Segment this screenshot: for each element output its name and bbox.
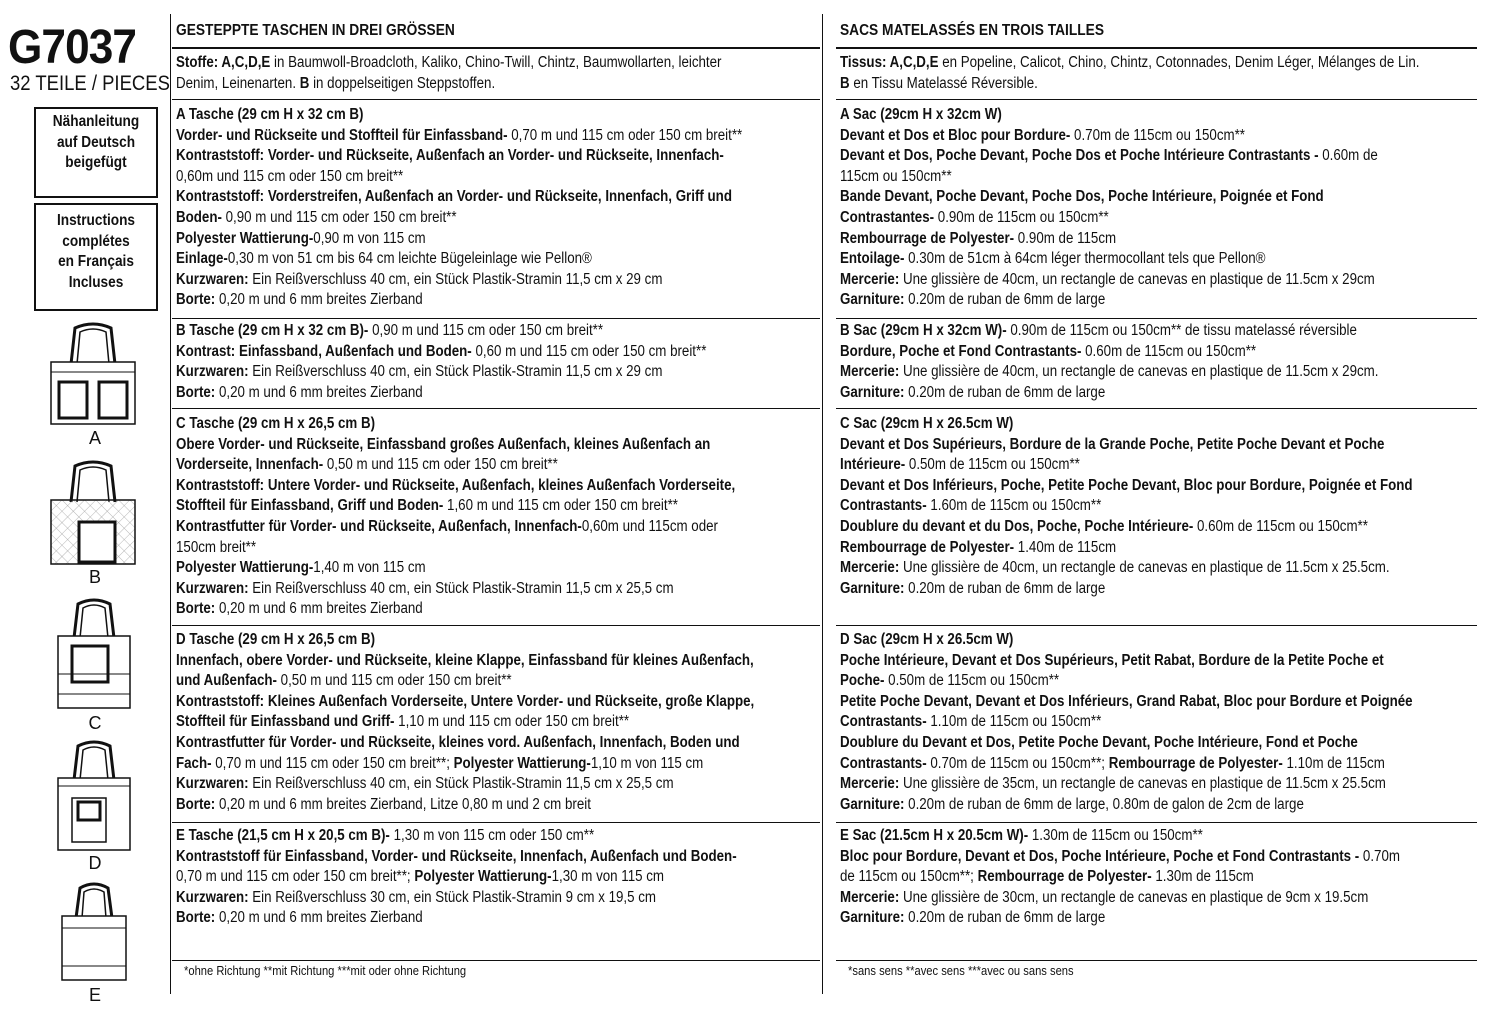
text-line <box>176 362 706 383</box>
bold-run: Rembourrage de Polyester- <box>1108 754 1283 772</box>
bold-run: Bande Devant, Poche Devant, Poche Dos, Poche Intérieure, Poignée et Fond <box>840 188 1324 206</box>
bold-run: Polyester Wattierung- <box>176 559 314 577</box>
text-line <box>840 908 1400 929</box>
bold-run: Borte: <box>176 383 216 401</box>
bold-run: Intérieure- <box>840 456 906 474</box>
text-line <box>176 249 742 270</box>
text-line <box>840 579 1413 600</box>
bag-label: B <box>88 567 101 587</box>
text-line <box>176 558 735 579</box>
bold-run: Rembourrage de Polyester- <box>840 538 1015 556</box>
divider <box>836 960 1477 961</box>
bold-run: Contrastantes- <box>840 208 935 226</box>
text-run: 0.90m de 115cm ou 150cm** <box>934 208 1109 226</box>
text-line <box>840 167 1378 188</box>
bold-run: Bordure, Poche et Fond Contrastants- <box>840 342 1082 360</box>
text-line <box>176 826 737 847</box>
text-run: 150cm breit** <box>176 538 257 556</box>
bold-run: Garniture: <box>840 579 905 597</box>
french-instructions-box <box>34 203 158 311</box>
text-line <box>840 383 1378 404</box>
text-run: Ein Reißverschluss 40 cm, ein Stück Plastik-Stramin 11,5 cm x 25,5 cm <box>248 775 674 793</box>
bold-run: Innenfach, obere Vorder- und Rückseite, kleine Klappe, Einfassband für kleines Außenfach, <box>176 651 754 669</box>
german-view-b <box>176 321 793 403</box>
text-line <box>176 270 742 291</box>
text-line <box>840 538 1413 559</box>
text-run: 0,50 m und 115 cm oder 150 cm breit** <box>323 456 558 474</box>
bold-run: Polyester Wattierung- <box>453 754 591 772</box>
text-run: 0,50 m und 115 cm oder 150 cm breit** <box>276 672 512 690</box>
text-run: 0,60 m und 115 cm oder 150 cm breit** <box>471 342 707 360</box>
text-line <box>176 208 742 229</box>
bold-run: Stoffteil für Einfassband und Griff- <box>176 713 395 731</box>
bold-run: Contrastants- <box>840 754 927 772</box>
text-run: in doppelseitigen Steppstoffen. <box>309 74 496 92</box>
german-box-line: beigefügt <box>65 154 127 171</box>
bold-run: Contrastants- <box>840 713 927 731</box>
text-run: 0.90m de 115cm <box>1014 229 1117 247</box>
bold-run: Garniture: <box>840 383 905 401</box>
bold-run: Borte: <box>176 909 216 927</box>
bold-run: Kurzwaren: <box>176 775 249 793</box>
text-run: 1,60 m und 115 cm oder 150 cm breit** <box>443 497 678 515</box>
text-line <box>840 290 1378 311</box>
text-line <box>840 774 1413 795</box>
divider <box>172 408 820 409</box>
text-line <box>840 558 1413 579</box>
bold-run: Kurzwaren: <box>176 270 249 288</box>
bag-e-illustration <box>58 882 130 982</box>
text-run: 0.50m de 115cm ou 150cm** <box>884 672 1060 690</box>
bold-run: Kontrastfutter für Vorder- und Rückseite, Außenfach, Innenfach- <box>176 517 582 535</box>
bold-run: Kurzwaren: <box>176 363 249 381</box>
french-box-line: en Français <box>58 253 134 270</box>
text-line <box>840 146 1378 167</box>
text-run: in Baumwoll-Broadcloth, Kaliko, Chino-Twill, Chintz, Baumwollarten, leichter <box>270 54 722 71</box>
bold-run: Mercerie: <box>840 270 900 288</box>
french-footnote: *sans sens **avec sens ***avec ou sans sens <box>848 963 1074 978</box>
text-run: 0,20 m und 6 mm breites Zierband <box>215 600 423 618</box>
text-line <box>840 671 1413 692</box>
french-box-line: Instructions <box>56 212 136 229</box>
text-run: 0,90 m von 115 cm <box>313 229 426 247</box>
bold-run: Rembourrage de Polyester- <box>840 229 1015 247</box>
text-line <box>840 435 1413 456</box>
bold-run: Garniture: <box>840 909 905 927</box>
french-view-c <box>840 414 1500 599</box>
bold-run: Doublure du devant et du Dos, Poche, Poche Intérieure- <box>840 517 1194 535</box>
bold-run: Vorder- und Rückseite und Stoffteil für Einfassband- <box>176 126 508 144</box>
divider <box>172 960 820 961</box>
bold-run: A Tasche (29 cm H x 32 cm B) <box>176 106 364 123</box>
bold-run: Stoffteil für Einfassband, Griff und Boden- <box>176 497 444 515</box>
german-column <box>172 0 820 1024</box>
french-view-d <box>840 630 1500 815</box>
bold-run: Kontrastfutter für Vorder- und Rückseite, kleines vord. Außenfach, Innenfach, Boden und <box>176 733 740 751</box>
french-box-line: Incluses <box>68 273 124 291</box>
bag-label: E <box>88 985 101 1005</box>
bold-run: Kontraststoff: Kleines Außenfach Vorderseite, Untere Vorder- und Rückseite, große Klappe, <box>176 692 755 710</box>
bold-run: C Tasche (29 cm H x 26,5 cm B) <box>176 415 376 432</box>
text-line <box>840 651 1413 672</box>
text-line <box>176 712 754 733</box>
text-line <box>176 167 742 188</box>
divider <box>836 318 1477 319</box>
text-run: 0.20m de ruban de 6mm de large <box>904 579 1106 597</box>
text-line <box>840 74 1419 95</box>
divider <box>836 625 1477 626</box>
text-run: 1.10m de 115cm <box>1282 754 1385 772</box>
text-run: 1,40 m von 115 cm <box>313 559 426 577</box>
text-run: 0.30m de 51cm à 64cm léger thermocollant tels que Pellon® <box>904 250 1266 268</box>
bold-run: B Sac (29cm H x 32cm W)- <box>840 322 1007 339</box>
text-run: 115cm ou 150cm** <box>840 167 952 185</box>
text-run: 0.70m <box>1359 847 1400 865</box>
divider <box>836 822 1477 823</box>
text-run: 1,10 m von 115 cm <box>590 754 704 772</box>
bold-run: D Tasche (29 cm H x 26,5 cm B) <box>176 631 376 648</box>
text-run: 0,90 m und 115 cm oder 150 cm breit** <box>368 322 604 339</box>
bold-run: Kurzwaren: <box>176 888 249 906</box>
text-run: de 115cm ou 150cm**; <box>840 868 978 886</box>
text-line <box>840 795 1413 816</box>
bold-run: Boden- <box>176 208 222 226</box>
text-line <box>840 496 1413 517</box>
text-line <box>840 362 1378 383</box>
bold-run: Vorderseite, Innenfach- <box>176 456 324 474</box>
bag-d-illustration <box>52 740 136 852</box>
bold-run: Entoilage- <box>840 250 905 268</box>
text-run: Ein Reißverschluss 40 cm, ein Stück Plastik-Stramin 11,5 cm x 29 cm <box>248 270 663 288</box>
text-run: 0,20 m und 6 mm breites Zierband <box>215 383 423 401</box>
bold-run: Kontraststoff für Einfassband, Vorder- und Rückseite, Innenfach, Außenfach und Boden- <box>176 847 737 865</box>
bold-run: Devant et Dos Supérieurs, Bordure de la Grande Poche, Petite Poche Devant et Poche <box>840 435 1385 453</box>
bold-run: Devant et Dos et Bloc pour Bordure- <box>840 126 1071 144</box>
text-line <box>840 229 1378 250</box>
text-run: 0.60m de 115cm ou 150cm** <box>1081 342 1257 360</box>
text-run: 0.20m de ruban de 6mm de large <box>904 383 1106 401</box>
bold-run: Kontraststoff: Untere Vorder- und Rückseite, Außenfach, kleines Außenfach Vorderseite, <box>176 476 736 494</box>
text-run: 0,20 m und 6 mm breites Zierband <box>215 909 423 927</box>
bold-run: Garniture: <box>840 795 905 813</box>
bold-run: Bloc pour Bordure, Devant et Dos, Poche Intérieure, Poche et Fond Contrastants - <box>840 847 1360 865</box>
bold-run: D Sac (29cm H x 26.5cm W) <box>840 631 1014 648</box>
divider <box>836 47 1477 49</box>
french-column <box>836 0 1477 1024</box>
text-line <box>840 342 1378 363</box>
piece-count: 32 TEILE / PIECES <box>10 72 170 95</box>
text-line <box>840 826 1400 847</box>
bold-run: Fach- <box>176 754 212 772</box>
text-run: en Popeline, Calicot, Chino, Chintz, Cotonnades, Denim Léger, Mélanges de Lin. <box>938 54 1420 71</box>
text-line <box>176 496 735 517</box>
text-line <box>840 270 1378 291</box>
text-line <box>840 187 1378 208</box>
text-line <box>176 847 737 868</box>
bold-run: E Sac (21.5cm H x 20.5cm W)- <box>840 827 1029 844</box>
text-line <box>176 229 742 250</box>
text-line <box>840 53 1419 74</box>
text-run: 0.20m de ruban de 6mm de large <box>904 909 1106 927</box>
text-line <box>176 517 735 538</box>
german-view-d <box>176 630 848 815</box>
text-line <box>840 476 1413 497</box>
text-run: Une glissière de 30cm, un rectangle de canevas en plastique de 9cm x 19.5cm <box>899 888 1369 906</box>
bold-run: Borte: <box>176 291 216 309</box>
text-run: 1.10m de 115cm ou 150cm** <box>926 713 1102 731</box>
text-run: Une glissière de 40cm, un rectangle de canevas en plastique de 11.5cm x 25.5cm. <box>899 559 1390 577</box>
text-run: 1,10 m und 115 cm oder 150 cm breit** <box>394 713 630 731</box>
text-run: Ein Reißverschluss 40 cm, ein Stück Plastik-Stramin 11,5 cm x 25,5 cm <box>248 579 674 597</box>
text-run: Une glissière de 35cm, un rectangle de canevas en plastique de 11.5cm x 25.5cm <box>899 775 1386 793</box>
text-run: Ein Reißverschluss 40 cm, ein Stück Plastik-Stramin 11,5 cm x 29 cm <box>248 363 663 381</box>
text-run: 0,20 m und 6 mm breites Zierband, Litze 0,80 m und 2 cm breit <box>215 795 591 813</box>
text-line <box>176 146 742 167</box>
text-line <box>840 208 1378 229</box>
text-line <box>840 888 1400 909</box>
text-line <box>176 455 735 476</box>
text-run: 0,90 m und 115 cm oder 150 cm breit** <box>221 208 457 226</box>
text-line <box>176 888 737 909</box>
text-line <box>176 383 706 404</box>
divider <box>172 822 820 823</box>
text-line <box>176 671 754 692</box>
german-box-line: auf Deutsch <box>56 133 136 151</box>
text-run: 0.70m de 115cm ou 150cm** <box>1070 126 1245 144</box>
german-view-a <box>176 105 834 311</box>
bold-run: Rembourrage de Polyester- <box>977 868 1152 886</box>
column-divider <box>170 14 171 994</box>
text-line <box>176 538 735 559</box>
german-box-line: Nähanleitung <box>52 113 140 130</box>
bold-run: Garniture: <box>840 291 905 309</box>
text-run: 0,20 m und 6 mm breites Zierband <box>215 291 423 309</box>
bag-label: C <box>88 713 102 733</box>
text-run: Une glissière de 40cm, un rectangle de canevas en plastique de 11.5cm x 29cm <box>899 270 1375 288</box>
bold-run: Doublure du Devant et Dos, Petite Poche Devant, Poche Intérieure, Fond et Poche <box>840 733 1358 751</box>
german-fabrics <box>176 53 810 94</box>
bold-run: Kontraststoff: Vorder- und Rückseite, Außenfach an Vorder- und Rückseite, Innenfach- <box>176 147 724 165</box>
text-line <box>840 733 1413 754</box>
bold-run: Kontrast: Einfassband, Außenfach und Boden- <box>176 342 472 360</box>
text-line <box>176 321 706 342</box>
text-run: 1.30m de 115cm <box>1151 868 1254 886</box>
text-line <box>176 476 735 497</box>
text-line <box>176 342 706 363</box>
text-run: 0.60m de 115cm ou 150cm** <box>1193 517 1368 535</box>
text-run: Denim, Leinenarten. <box>176 74 300 92</box>
bag-label: D <box>88 853 102 873</box>
text-line <box>840 249 1378 270</box>
french-view-b <box>840 321 1466 403</box>
text-line <box>840 126 1378 147</box>
text-line <box>176 53 721 74</box>
text-line <box>176 290 742 311</box>
text-line <box>840 867 1400 888</box>
text-line <box>176 651 754 672</box>
text-run: 0,30 m von 51 cm bis 64 cm leichte Bügeleinlage wie Pellon® <box>227 250 592 268</box>
text-line <box>176 105 742 126</box>
text-line <box>840 847 1400 868</box>
german-view-c <box>176 414 826 620</box>
text-line <box>840 630 1413 651</box>
bold-run: Tissus: A,C,D,E <box>840 54 939 71</box>
text-run: Une glissière de 40cm, un rectangle de canevas en plastique de 11.5cm x 29cm. <box>899 363 1379 381</box>
bag-c-illustration <box>52 598 136 710</box>
german-instructions-box <box>34 107 158 198</box>
text-line <box>840 517 1413 538</box>
french-view-a <box>840 105 1465 311</box>
bold-run: Contrastants- <box>840 497 927 515</box>
french-fabrics <box>840 53 1500 94</box>
text-line <box>176 774 754 795</box>
text-line <box>840 754 1413 775</box>
text-run: 0,70 m und 115 cm oder 150 cm breit**; <box>176 868 415 886</box>
text-line <box>840 414 1413 435</box>
text-run: 0.90m de 115cm ou 150cm** de tissu matelassé réversible <box>1006 322 1357 339</box>
bag-label: A <box>88 428 101 448</box>
bag-b-illustration <box>45 460 141 566</box>
text-line <box>176 630 754 651</box>
divider <box>172 99 820 100</box>
left-panel <box>0 0 170 1024</box>
bag-a-illustration <box>45 322 141 426</box>
text-run: 1.60m de 115cm ou 150cm** <box>926 497 1102 515</box>
bold-run: Mercerie: <box>840 559 900 577</box>
text-run: 0.50m de 115cm ou 150cm** <box>905 456 1080 474</box>
bold-run: E Tasche (21,5 cm H x 20,5 cm B)- <box>176 827 390 844</box>
divider <box>172 47 820 49</box>
text-run: 1,30 m von 115 cm <box>551 868 664 886</box>
divider <box>836 99 1477 100</box>
text-line <box>840 455 1413 476</box>
bold-run: Stoffe: A,C,D,E <box>176 54 271 71</box>
bold-run: Mercerie: <box>840 888 900 906</box>
german-view-e <box>176 826 828 929</box>
bold-run: Kurzwaren: <box>176 579 249 597</box>
bold-run: Petite Poche Devant, Devant et Dos Inférieurs, Grand Rabat, Bloc pour Bordure et Poignée <box>840 692 1413 710</box>
bold-run: Poche Intérieure, Devant et Dos Supérieurs, Petit Rabat, Bordure de la Petite Poche et <box>840 651 1384 669</box>
text-line <box>176 754 754 775</box>
text-line <box>840 321 1378 342</box>
bold-run: Kontraststoff: Vorderstreifen, Außenfach an Vorder- und Rückseite, Innenfach, Griff und <box>176 188 732 206</box>
text-run: 0,60m und 115cm oder <box>581 517 718 535</box>
text-line <box>176 733 754 754</box>
french-header: SACS MATELASSÉS EN TROIS TAILLES <box>840 22 1105 39</box>
bold-run: C Sac (29cm H x 26.5cm W) <box>840 415 1014 432</box>
text-run: 0.70m de 115cm ou 150cm**; <box>926 754 1109 772</box>
text-line <box>840 692 1413 713</box>
bold-run: Polyester Wattierung- <box>414 868 552 886</box>
bold-run: Poche- <box>840 672 885 690</box>
text-run: 0,60m und 115 cm oder 150 cm breit** <box>176 167 404 185</box>
text-line <box>176 414 735 435</box>
bold-run: Mercerie: <box>840 363 900 381</box>
text-run: 0.60m de <box>1318 147 1378 165</box>
text-run: 0,70 m und 115 cm oder 150 cm breit**; <box>211 754 454 772</box>
text-line <box>176 187 742 208</box>
text-line <box>176 692 754 713</box>
text-line <box>176 126 742 147</box>
bold-run: A Sac (29cm H x 32cm W) <box>840 106 1002 123</box>
text-run: 0.20m de ruban de 6mm de large <box>904 291 1106 309</box>
text-line <box>176 599 735 620</box>
french-box-line: complétes <box>62 232 130 250</box>
divider <box>172 625 820 626</box>
german-header: GESTEPPTE TASCHEN IN DREI GRÖSSEN <box>176 22 455 39</box>
bold-run: Polyester Wattierung- <box>176 229 314 247</box>
divider <box>172 318 820 319</box>
bold-run: Borte: <box>176 600 216 618</box>
bold-run: Einlage- <box>176 250 228 268</box>
text-run: 0.20m de ruban de 6mm de large, 0.80m de galon de 2cm de large <box>904 795 1304 813</box>
text-run: 1.40m de 115cm <box>1014 538 1117 556</box>
bold-run: Mercerie: <box>840 775 900 793</box>
bold-run: Devant et Dos, Poche Devant, Poche Dos et Poche Intérieure Contrastants - <box>840 147 1319 165</box>
text-line <box>176 579 735 600</box>
text-line <box>176 908 737 929</box>
text-line <box>176 867 737 888</box>
bold-run: Borte: <box>176 795 216 813</box>
bold-run: und Außenfach- <box>176 672 277 690</box>
bold-run: B Tasche (29 cm H x 32 cm B)- <box>176 322 369 339</box>
text-run: en Tissu Matelassé Réversible. <box>849 74 1038 92</box>
bold-run: B <box>299 74 310 92</box>
french-view-e <box>840 826 1491 929</box>
text-line <box>840 105 1378 126</box>
text-run: Ein Reißverschluss 30 cm, ein Stück Plastik-Stramin 9 cm x 19,5 cm <box>248 888 657 906</box>
bold-run: B <box>840 74 850 92</box>
bold-run: Devant et Dos Inférieurs, Poche, Petite Poche Devant, Bloc pour Bordure, Poignée et Fond <box>840 476 1413 494</box>
pattern-number: G7037 <box>8 21 136 74</box>
text-line <box>176 74 721 95</box>
bold-run: Obere Vorder- und Rückseite, Einfassband großes Außenfach, kleines Außenfach an <box>176 435 711 453</box>
text-run: 0,70 m und 115 cm oder 150 cm breit** <box>507 126 743 144</box>
divider <box>836 408 1477 409</box>
german-footnote: *ohne Richtung **mit Richtung ***mit oder ohne Richtung <box>184 963 467 978</box>
text-run: 1,30 m von 115 cm oder 150 cm** <box>389 827 595 844</box>
text-run: 1.30m de 115cm ou 150cm** <box>1028 827 1203 844</box>
text-line <box>176 435 735 456</box>
text-line <box>176 795 754 816</box>
text-line <box>840 712 1413 733</box>
